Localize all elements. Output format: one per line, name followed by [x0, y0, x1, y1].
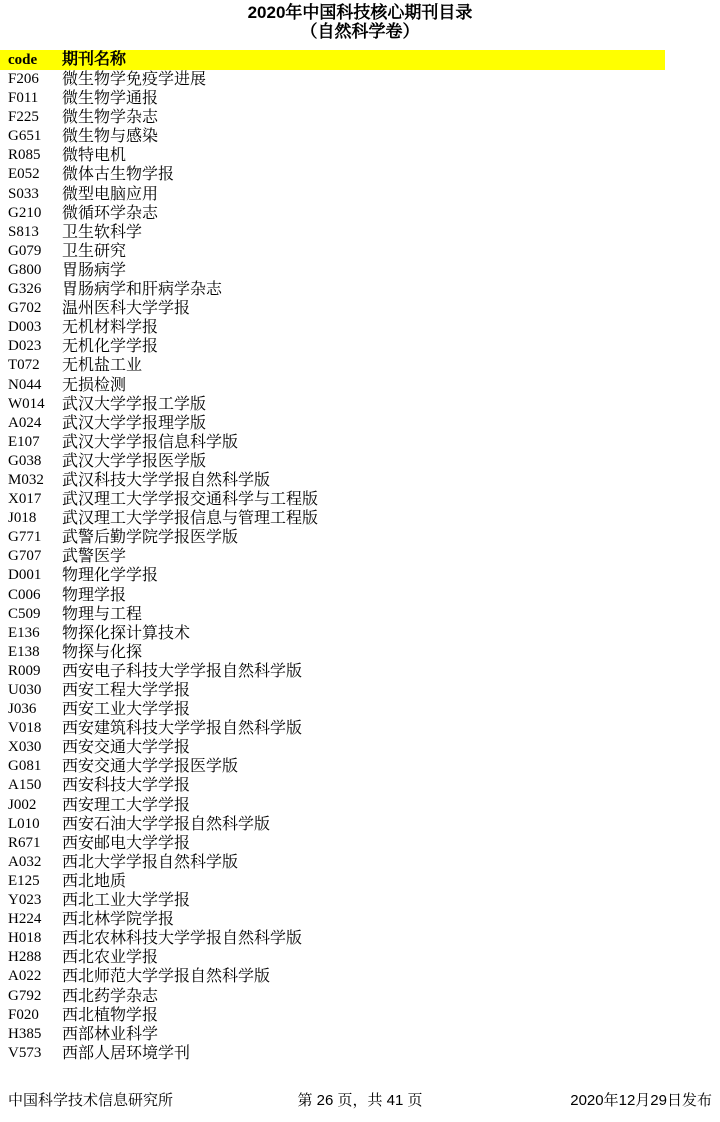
journal-code: G038: [8, 452, 42, 469]
table-row: [0, 566, 720, 585]
table-row: [0, 796, 720, 815]
table-row: [0, 127, 720, 146]
table-row: [0, 337, 720, 356]
journal-code: M032: [8, 471, 44, 488]
journal-name: 西安工程大学学报: [62, 682, 191, 699]
journal-code: A022: [8, 968, 42, 985]
journal-code: U030: [8, 682, 42, 698]
journal-name: 无损检测: [62, 376, 127, 394]
journal-name: 微特电机: [62, 147, 127, 165]
journal-name: 物理与工程: [62, 605, 143, 623]
table-row: [0, 719, 720, 738]
journal-code: G792: [8, 987, 42, 1004]
journal-name: 物理化学学报: [62, 567, 159, 585]
journal-name: 微生物学杂志: [62, 109, 159, 127]
table-row: [0, 929, 720, 948]
journal-code: R671: [8, 834, 41, 851]
journal-code: C509: [8, 605, 41, 622]
table-row: [0, 471, 720, 490]
table-row: [0, 185, 720, 204]
journal-code: D023: [8, 338, 42, 355]
journal-code: G210: [8, 204, 42, 221]
title-block: [0, 0, 720, 41]
journal-name: 卫生研究: [62, 242, 127, 260]
journal-name: 武汉大学学报信息科学版: [62, 433, 239, 451]
journal-name: 西安电子科技大学学报自然科学版: [62, 662, 303, 680]
table-row: [0, 910, 720, 929]
journal-name: 西北农业学报: [62, 949, 159, 967]
journal-name: 武汉大学学报医学版: [62, 452, 207, 470]
journal-code: H224: [8, 911, 42, 928]
journal-name: 西北植物学报: [62, 1006, 159, 1024]
table-header-row: [0, 50, 665, 70]
table-row: [0, 433, 720, 452]
journal-name: 西安理工大学学报: [62, 796, 191, 814]
journal-code: J018: [8, 510, 37, 527]
journal-name: 武汉大学学报工学版: [62, 395, 207, 413]
table-row: [0, 853, 720, 872]
journal-code: V018: [8, 720, 42, 737]
journal-code: G702: [8, 300, 42, 317]
journal-name: 微生物学免疫学进展: [62, 71, 207, 88]
table-row: [0, 1006, 720, 1025]
table-row: [0, 662, 720, 681]
footer-publish-date: 2020年12月29日发布: [570, 1092, 712, 1109]
journal-code: R009: [8, 662, 41, 679]
page-title: 2020年中国科技核心期刊目录: [247, 3, 473, 22]
table-row: [0, 967, 720, 986]
table-row: [0, 757, 720, 776]
journal-name: 西安科技大学学报: [62, 777, 191, 795]
table-row: [0, 108, 720, 127]
header-journal-name-label: 期刊名称: [62, 51, 127, 68]
table-row: [0, 948, 720, 967]
journal-name: 微生物与感染: [62, 128, 159, 146]
table-row: [0, 395, 720, 414]
journal-code: T072: [8, 357, 40, 374]
journal-code: F020: [8, 1006, 39, 1023]
table-row: [0, 987, 720, 1006]
table-row: [0, 891, 720, 910]
journal-code: E125: [8, 872, 40, 889]
journal-name: 西部林业科学: [62, 1025, 159, 1043]
journal-name: 微生物学通报: [62, 90, 159, 108]
journal-name: 西北药学杂志: [62, 987, 159, 1005]
table-row: [0, 586, 720, 605]
journal-name: 西北林学院学报: [62, 911, 175, 929]
journal-name: 武警后勤学院学报医学版: [62, 529, 239, 547]
journal-name: 温州医科大学学报: [62, 300, 191, 318]
table-row: [0, 318, 720, 337]
journal-name: 西北农林科技大学学报自然科学版: [62, 930, 303, 948]
journal-code: G771: [8, 529, 42, 546]
journal-name: 武汉理工大学学报交通科学与工程版: [62, 491, 319, 509]
journal-name: 微循环学杂志: [62, 204, 159, 222]
table-row: [0, 146, 720, 165]
journal-code: X030: [8, 739, 42, 756]
table-row: [0, 70, 720, 89]
table-row: [0, 165, 720, 184]
table-row: [0, 223, 720, 242]
header-code-label: code: [8, 52, 38, 68]
footer-page-number: 第 26 页，共 41 页: [297, 1092, 423, 1109]
journal-code: G326: [8, 281, 42, 298]
journal-code: G800: [8, 261, 42, 278]
table-row: [0, 509, 720, 528]
table-row: [0, 738, 720, 757]
journal-name: 武汉理工大学学报信息与管理工程版: [62, 510, 319, 528]
table-row: [0, 624, 720, 643]
table-row: [0, 261, 720, 280]
journal-code: V573: [8, 1044, 42, 1061]
journal-code: E107: [8, 433, 40, 450]
table-row: [0, 643, 720, 662]
table-row: [0, 1044, 720, 1063]
journal-code: Y023: [8, 892, 42, 909]
table-row: [0, 872, 720, 891]
journal-name: 无机盐工业: [62, 357, 143, 375]
journal-code: H288: [8, 949, 42, 966]
table-row: [0, 815, 720, 834]
table-row: [0, 452, 720, 471]
journal-name: 无机材料学报: [62, 319, 159, 337]
journal-name: 微体古生物学报: [62, 166, 175, 184]
page-footer: [8, 1089, 712, 1110]
journal-code: A032: [8, 853, 42, 870]
journal-code: A024: [8, 414, 42, 431]
journal-code: R085: [8, 147, 41, 164]
table-row: [0, 528, 720, 547]
journal-name: 西北工业大学学报: [62, 892, 191, 910]
table-row: [0, 280, 720, 299]
journal-code: H018: [8, 930, 42, 947]
table-row: [0, 299, 720, 318]
table-row: [0, 1025, 720, 1044]
journal-name: 物探化探计算技术: [62, 624, 191, 642]
table-row: [0, 356, 720, 375]
journal-name: 物理学报: [62, 586, 127, 604]
journal-name: 卫生软科学: [62, 223, 143, 241]
table-row: [0, 834, 720, 853]
journal-code: S033: [8, 185, 39, 202]
journal-code: H385: [8, 1025, 42, 1042]
journal-name: 胃肠病学和肝病学杂志: [62, 281, 223, 299]
journal-table: [0, 50, 720, 1063]
journal-name: 西部人居环境学刊: [62, 1044, 191, 1062]
journal-code: W014: [8, 395, 45, 412]
journal-name: 西北地质: [62, 872, 127, 890]
journal-code: J002: [8, 796, 37, 813]
journal-code: J036: [8, 701, 37, 718]
journal-code: G079: [8, 242, 42, 259]
journal-name: 西北大学学报自然科学版: [62, 853, 239, 871]
table-row: [0, 605, 720, 624]
journal-name: 西安石油大学学报自然科学版: [62, 815, 271, 833]
table-row: [0, 89, 720, 108]
table-row: [0, 547, 720, 566]
table-row: [0, 414, 720, 433]
table-row: [0, 376, 720, 395]
journal-code: C006: [8, 586, 41, 603]
page-subtitle: （自然科学卷）: [300, 22, 420, 41]
journal-name: 西安工业大学学报: [62, 701, 191, 719]
journal-code: F225: [8, 109, 39, 126]
journal-code: G707: [8, 548, 42, 565]
journal-name: 武警医学: [62, 548, 127, 566]
journal-name: 武汉大学学报理学版: [62, 414, 207, 432]
journal-code: G081: [8, 758, 42, 775]
table-row: [0, 700, 720, 719]
journal-name: 物探与化探: [62, 643, 143, 661]
table-body: [0, 70, 720, 1063]
journal-name: 西安交通大学学报医学版: [62, 758, 239, 776]
journal-code: D001: [8, 567, 42, 584]
journal-code: D003: [8, 319, 42, 336]
journal-code: F206: [8, 71, 39, 87]
journal-code: A150: [8, 777, 42, 794]
journal-code: E052: [8, 166, 40, 183]
journal-code: F011: [8, 90, 39, 107]
table-row: [0, 242, 720, 261]
table-row: [0, 204, 720, 223]
table-row: [0, 490, 720, 509]
journal-code: X017: [8, 491, 42, 508]
journal-name: 西北师范大学学报自然科学版: [62, 968, 271, 986]
journal-name: 西安交通大学学报: [62, 739, 191, 757]
journal-code: E138: [8, 643, 40, 660]
table-row: [0, 681, 720, 700]
journal-name: 西安邮电大学学报: [62, 834, 191, 852]
journal-name: 胃肠病学: [62, 261, 127, 279]
journal-name: 微型电脑应用: [62, 185, 159, 203]
journal-code: S813: [8, 223, 39, 240]
journal-name: 武汉科技大学学报自然科学版: [62, 471, 271, 489]
journal-name: 西安建筑科技大学学报自然科学版: [62, 720, 303, 738]
footer-institute: 中国科学技术信息研究所: [8, 1092, 174, 1109]
journal-name: 无机化学学报: [62, 338, 159, 356]
journal-code: L010: [8, 815, 40, 832]
journal-code: E136: [8, 624, 40, 641]
journal-code: G651: [8, 128, 42, 145]
table-row: [0, 776, 720, 795]
journal-code: N044: [8, 376, 42, 393]
